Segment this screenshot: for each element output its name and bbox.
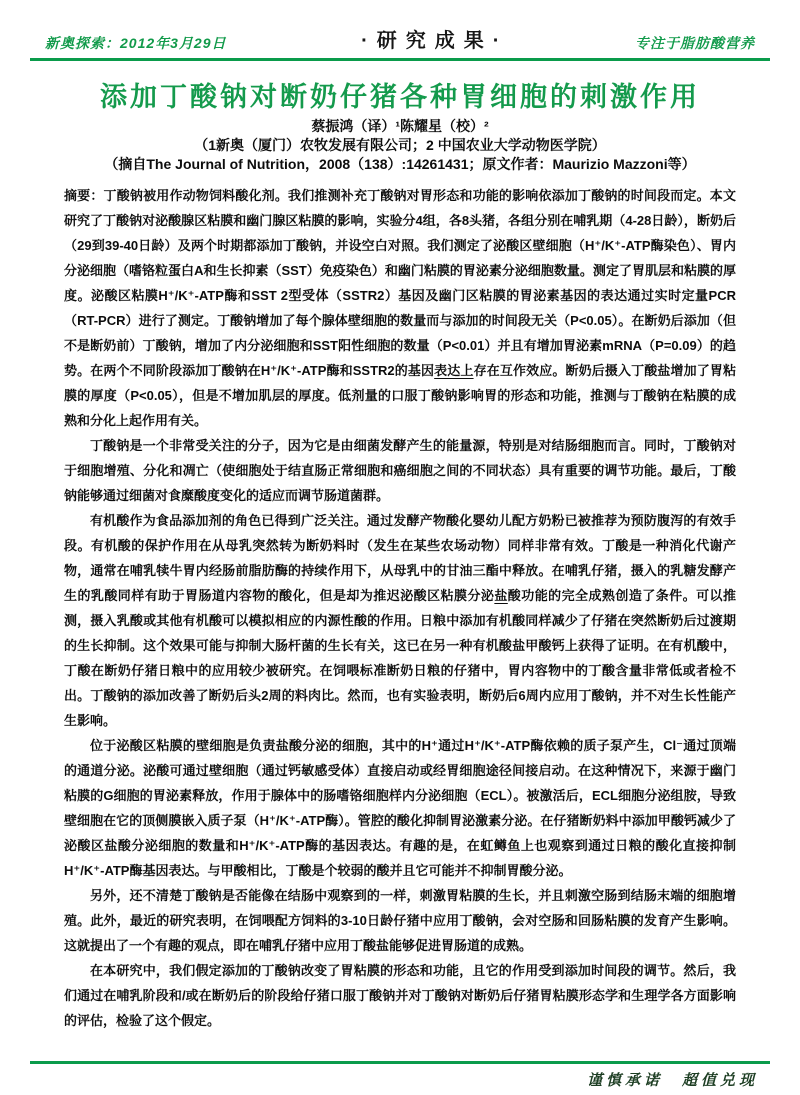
header-slogan: 专注于脂肪酸营养 — [635, 35, 755, 51]
header-divider — [30, 58, 770, 61]
paragraph — [64, 508, 736, 733]
body-text: 在本研究中，我们假定添加的丁酸钠改变了胃粘膜的形态和功能，且它的作用受到添加时间段的调节。然后，我们通过在哺乳阶段和/或在断奶后的阶段给仔猪口服丁酸钠并对丁酸钠对断奶后仔猪胃粘膜形态学和生理学各方面影响的评估，检验了这个假定。 — [64, 963, 736, 1028]
source-line: （摘自The Journal of Nutrition，2008（138）:14261431；原文作者：Maurizio Mazzoni等） — [104, 156, 696, 172]
body-text: 位于泌酸区粘膜的壁细胞是负责盐酸分泌的细胞，其中的H⁺通过H⁺/K⁺-ATP酶依赖的质子泵产生，Cl⁻通过顶端的通道分泌。泌酸可通过壁细胞（通过钙敏感受体）直接启动或经胃细胞途径间接启动。在这种情况下，来源于幽门粘膜的G细胞的胃泌素释放，作用于腺体中的肠嗜铬细胞样内分泌细胞（ECL）。被激活后，ECL细胞分泌组胺，导致壁细胞在它的顶侧膜嵌入质子泵（H⁺/K⁺-ATP酶）。管腔的酸化抑制胃泌激素分泌。在仔猪断奶料中添加甲酸钙减少了泌酸区盐酸分泌细胞的数量和H⁺/K⁺-ATP酶的基因表达。有趣的是，在虹鳟鱼上也观察到通过日粮的酸化直接抑制H⁺/K⁺-ATP酶基因表达。与甲酸相比，丁酸是个较弱的酸并且它可能并不抑制胃酸分泌。 — [64, 738, 736, 878]
header-date: 新奥探索：2012年3月29日 — [45, 35, 227, 51]
underlined-text: 表达上 — [434, 363, 474, 378]
affiliation-line: （1新奥（厦门）农牧发展有限公司；2 中国农业大学动物医学院） — [194, 137, 606, 153]
paragraph — [64, 433, 736, 508]
body-text: 丁酸钠是一个非常受关注的分子，因为它是由细菌发酵产生的能量源，特别是对结肠细胞而言。同时，丁酸钠对于细胞增殖、分化和凋亡（使细胞处于结直肠正常细胞和癌细胞之间的不同状态）具有重要的调节功能。最后，丁酸钠能够通过细菌对食糜酸度变化的适应而调节肠道菌群。 — [64, 438, 736, 503]
body-text: 存在互作效应。断奶后摄入丁酸盐增加了胃粘膜的厚度（P<0.05），但是不增加肌层的厚度。低剂量的口服丁酸钠影响胃的形态和功能，推测与丁酸钠在粘膜的成熟和分化上起作用有关。 — [64, 363, 736, 428]
body-text: 摘要：丁酸钠被用作动物饲料酸化剂。我们推测补充丁酸钠对胃形态和功能的影响依添加丁酸钠的时间段而定。本文研究了丁酸钠对泌酸腺区粘膜和幽门腺区粘膜的影响，实验分4组，各8头猪，各组分别在哺乳期（4-28日龄），断奶后（29到39-40日龄）及两个时期都添加丁酸钠，并设空白对照。我们测定了泌酸区壁细胞（H⁺/K⁺-ATP酶染色）、胃内分泌细胞（嗜铬粒蛋白A和生长抑素（SST）免疫染色）和幽门粘膜的胃泌素分泌细胞数量。测定了胃肌层和粘膜的厚度。泌酸区粘膜H⁺/K⁺-ATP酶和SST 2型受体（SSTR2）基因及幽门区粘膜的胃泌素基因的表达通过实时定量PCR（RT-PCR）进行了测定。丁酸钠增加了每个腺体壁细胞的数量而与添加的时间段无关（P<0.05）。在断奶后添加（但不是断奶前）丁酸钠，增加了内分泌细胞和SST阳性细胞的数量（P<0.01）并且有增加胃泌素mRNA（P=0.09）的趋势。在两个不同阶段添加丁酸钠在H⁺/K⁺-ATP酶和SSTR2的基因 — [64, 188, 736, 378]
header-section-label: ·研究成果· — [361, 30, 509, 52]
paragraph — [64, 958, 736, 1033]
footer-slogan: 谨慎承诺 超值兑现 — [586, 1072, 758, 1089]
article-title: 添加丁酸钠对断奶仔猪各种胃细胞的刺激作用 — [100, 82, 700, 112]
page-header — [0, 0, 800, 58]
body-text: 酸功能的完全成熟创造了条件。可以推测，摄入乳酸或其他有机酸可以模拟相应的内源性酸的作用。日粮中添加有机酸同样减少了仔猪在突然断奶后过渡期的生长抑制。这个效果可能与抑制大肠杆菌的生长有关，这已在另一种有机酸盐甲酸钙上获得了证明。在有机酸中，丁酸在断奶仔猪日粮中的应用较少被研究。在饲喂标准断奶日粮的仔猪中，胃内容物中的丁酸含量非常低或者检不出。丁酸钠的添加改善了断奶后头2周的料肉比。然而，也有实验表明，断奶后6周内应用丁酸钠，并不对生长性能产生影响。 — [64, 588, 736, 728]
paragraph — [64, 883, 736, 958]
paragraph — [64, 183, 736, 433]
paragraph — [64, 733, 736, 883]
article-body — [64, 183, 736, 1033]
authors-line: 蔡振鸿（译）¹陈耀星（校）² — [311, 118, 489, 134]
underlined-text: 盐 — [494, 588, 508, 603]
body-text: 另外，还不清楚丁酸钠是否能像在结肠中观察到的一样，刺激胃粘膜的生长，并且刺激空肠到结肠末端的细胞增殖。此外，最近的研究表明，在饲喂配方饲料的3-10日龄仔猪中应用丁酸钠，会对空肠和回肠粘膜的发育产生影响。这就提出了一个有趣的观点，即在哺乳仔猪中应用丁酸盐能够促进胃肠道的成熟。 — [64, 888, 736, 953]
body-text: 有机酸作为食品添加剂的角色已得到广泛关注。通过发酵产物酸化婴幼儿配方奶粉已被推荐为预防腹泻的有效手段。有机酸的保护作用在从母乳突然转为断奶料时（发生在某些农场动物）同样非常有效。丁酸是一种消化代谢产物，通常在哺乳犊牛胃内经肠前脂肪酶的持续作用下，从母乳中的甘油三酯中释放。在哺乳仔猪，摄入的乳糖发酵产生的乳酸同样有助于胃肠道内容物的酸化，但是却为推迟泌酸区粘膜分泌 — [64, 513, 736, 603]
footer-divider — [30, 1061, 770, 1064]
